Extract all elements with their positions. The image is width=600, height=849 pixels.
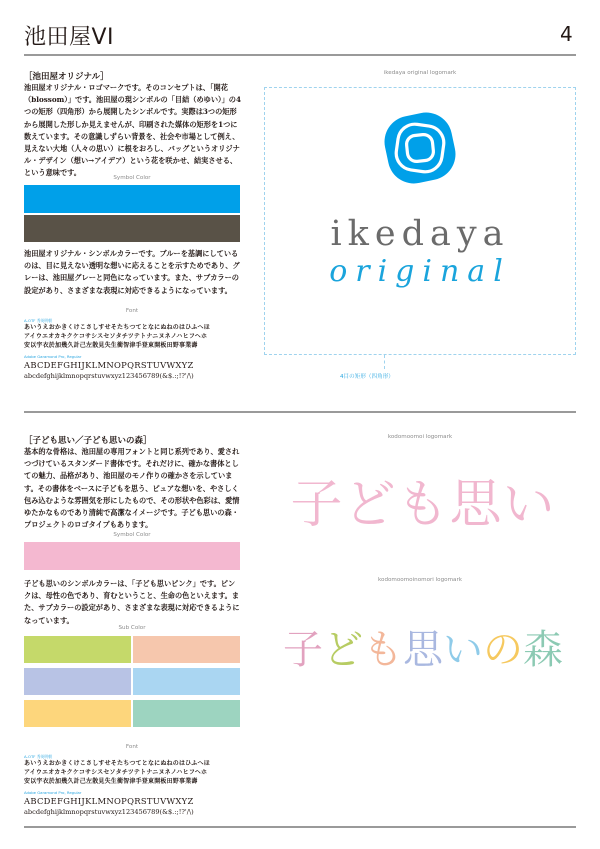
symbol-color-caption: Symbol Color xyxy=(113,175,151,181)
section-heading-kodomo: ［子ども思い／子ども思いの森］ xyxy=(24,436,152,446)
sub-color-swatch-lavender xyxy=(24,668,131,695)
logotype-char: 子 xyxy=(283,627,323,673)
original-color-text: 池田屋オリジナル・シンボルカラーです。ブルーを基調にしているのは、目に見えない透明な想いに応えることを示すためであり、グレーは、池田屋グレーと同色になっています。また、サブカラーの設定があり、さまざまな表現に対応できるようになっています。 xyxy=(24,249,240,295)
page-title: 池田屋VI xyxy=(24,25,115,50)
kodomo-mori-logo-caption: kodomoomoinomori logomark xyxy=(378,577,462,583)
logotype-char: 思 xyxy=(403,627,443,673)
kanji-sample: 安以宇衣於加幾久計己左散見失生衝智津手登東開板田野事業壽 xyxy=(24,342,198,349)
ikedaya-logo-caption: ikedaya original logomark xyxy=(383,70,457,76)
alphabet-upper-sample: ABCDEFGHIJKLMNOPQRSTUVWXYZ xyxy=(24,360,194,370)
sub-color-caption: Sub Color xyxy=(118,625,146,631)
ikedaya-blossom-symbol xyxy=(380,108,460,188)
kodomo-jp-font-label: A-OTF 秀英明朝 xyxy=(24,754,52,759)
kodomo-color-text: 子ども思いのシンボルカラーは、「子ども思いピンク」です。ピンクは、母性の色であり、育むということ、生命の色といえます。また、サブカラーの設定があり、さまざまな表現に対応できるようになっています。 xyxy=(24,579,240,625)
en-font-label: Adobe Garamond Pro, Regular xyxy=(24,354,82,359)
guide-label: 4目の矩形（四角形） xyxy=(340,374,394,380)
kodomo-alphabet-upper: ABCDEFGHIJKLMNOPQRSTUVWXYZ xyxy=(24,796,194,806)
font-caption: Font xyxy=(125,308,139,314)
sub-color-swatch-peach xyxy=(133,636,240,663)
kodomo-symbol-color-caption: Symbol Color xyxy=(113,532,151,538)
kodomo-kanji-sample: 安以宇衣於加幾久計己左散見失生衝智津手登東開板田野事業壽 xyxy=(24,778,198,785)
kodomo-pink-swatch xyxy=(24,542,240,570)
header-rule xyxy=(24,54,576,56)
section-heading-original: ［池田屋オリジナル］ xyxy=(24,72,109,82)
alphabet-lower-sample: abcdefghijklmnopqrstuvwxyz123456789(&$.:;!?'/\) xyxy=(24,372,194,380)
sub-color-swatch-mint xyxy=(133,700,240,727)
ikedaya-logo-word: ikedaya xyxy=(330,214,510,254)
original-logo-word: original xyxy=(329,254,511,289)
symbol-color-blue-swatch xyxy=(24,185,240,213)
kana-katakana-sample: アイウエオカキクケコサシスセソタチツテトナニヌネノハヒフヘホ xyxy=(24,333,208,340)
section-divider xyxy=(24,411,576,413)
logotype-char: ど xyxy=(323,627,363,673)
kodomo-font-caption: Font xyxy=(125,744,139,750)
symbol-color-gray-swatch xyxy=(24,215,240,242)
sub-color-swatch-yellow xyxy=(24,700,131,727)
kodomo-en-font-label: Adobe Garamond Pro, Regular xyxy=(24,790,82,795)
page-number: 4 xyxy=(560,22,573,46)
guide-leader-line xyxy=(384,355,385,369)
kodomo-logo-caption: kodomoomoi logomark xyxy=(387,434,453,440)
footer-rule xyxy=(24,826,576,828)
logotype-char: い xyxy=(443,627,483,673)
kana-hiragana-sample: あいうえおかきくけこさしすせそたちつてとなにぬねのはひふへほ xyxy=(24,324,210,331)
kodomoomoi-logotype: 子ども思い xyxy=(290,475,556,535)
logotype-char: の xyxy=(483,627,523,673)
logotype-char: も xyxy=(363,627,403,673)
kodomoomoinomori-logotype xyxy=(258,618,588,675)
sub-color-swatch-sky xyxy=(133,668,240,695)
original-body-text: 池田屋オリジナル・ロゴマークです。そのコンセプトは、「開花（blossom）」です。池田屋の現シンボルの「目結（めゆい）」の4つの矩形（四角形）から展開したシンボルです。実際は3つの矩形から展開した形しか見えませんが、印刷された媒体の矩形を1つに数えています。その意識しずらい背景を、社会や市場として例え、見えない大地（人々の思い）に根をおろし、バッグというオリジナル・デザイン（想い→アイデア）という花を咲かせ、結実させる、という意味です。 xyxy=(24,83,241,178)
logotype-char: 森 xyxy=(523,627,563,673)
kodomo-body-text: 基本的な骨格は、池田屋の専用フォントと同じ系列であり、愛されつづけているスタンダード書体です。それだけに、確かな書体としての魅力、品格があり、池田屋のモノ作りの確かさを示しています。その書体をベースに子どもを思う、ピュアな想いを、やさしく包み込むような雰囲気を形にしたもので、その形状や色彩は、愛情ゆたかなものであり清純で高潔なイメージです。子ども思いの森・プロジェクトのロゴタイプもあります。 xyxy=(24,447,240,530)
kodomo-alphabet-lower: abcdefghijklmnopqrstuvwxyz123456789(&$.:;!?'/\) xyxy=(24,808,194,816)
jp-font-label: A-OTF 秀英明朝 xyxy=(24,318,52,323)
kodomo-kana-katakana: アイウエオカキクケコサシスセソタチツテトナニヌネノハヒフヘホ xyxy=(24,769,208,776)
kodomo-kana-hiragana: あいうえおかきくけこさしすせそたちつてとなにぬねのはひふへほ xyxy=(24,760,210,767)
sub-color-swatch-green xyxy=(24,636,131,663)
